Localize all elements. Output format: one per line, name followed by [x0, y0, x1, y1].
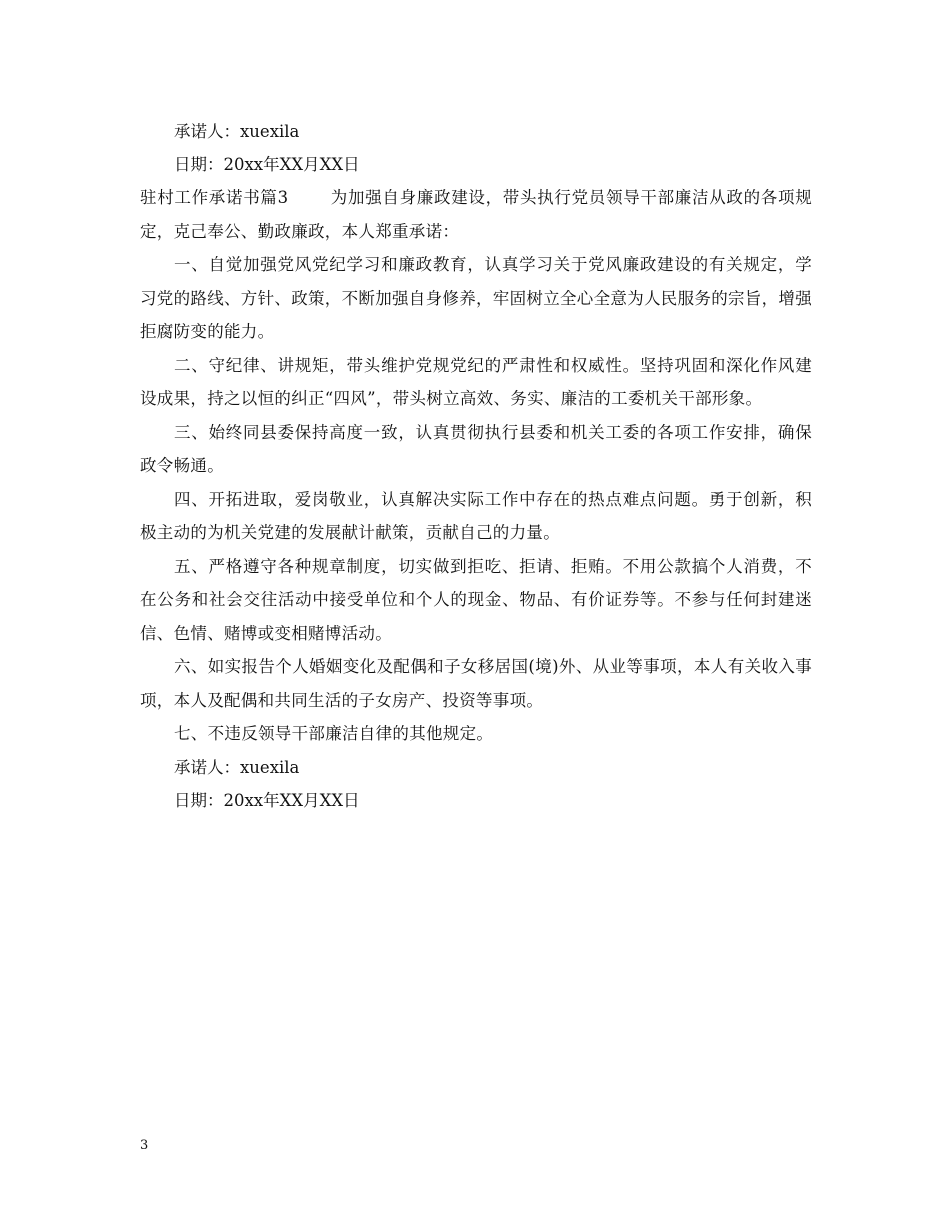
- commitment-item-7: 七、不违反领导干部廉洁自律的其他规定。: [174, 724, 494, 743]
- commitment-item-6: 六、如实报告个人婚姻变化及配偶和子女移居国(境)外、从业等事项，本人有关收入事项，本人及配偶和共同生活的子女房产、投资等事项。: [140, 657, 812, 710]
- commitment-item-5: 五、严格遵守各种规章制度，切实做到拒吃、拒请、拒贿。不用公款搞个人消费，不在公务和社会交往活动中接受单位和个人的现金、物品、有价证券等。不参与任何封建迷信、色情、赌博或变相赌博活动。: [140, 556, 812, 643]
- section-intro: 为加强自身廉政建设，带头执行党员领导干部廉洁从政的各项规定，克己奉公、勤政廉政，本人郑重承诺：: [140, 188, 812, 241]
- section-heading: 驻村工作承诺书篇3: [140, 188, 289, 207]
- top-date-line: 日期：20xx年XX月XX日: [174, 155, 360, 174]
- commitment-item-3: 三、始终同县委保持高度一致，认真贯彻执行县委和机关工委的各项工作安排，确保政令畅通。: [140, 422, 812, 475]
- document-body: [140, 115, 812, 817]
- bottom-date-line: 日期：20xx年XX月XX日: [174, 790, 360, 810]
- commitment-item-2: 二、守纪律、讲规矩，带头维护党规党纪的严肃性和权威性。坚持巩固和深化作风建设成果，持之以恒的纠正“四风”，带头树立高效、务实、廉洁的工委机关干部形象。: [140, 355, 812, 408]
- section-intro-paragraph: [140, 181, 812, 248]
- commitment-item-1: 一、自觉加强党风党纪学习和廉政教育，认真学习关于党风廉政建设的有关规定，学习党的路线、方针、政策，不断加强自身修养，牢固树立全心全意为人民服务的宗旨，增强拒腐防变的能力。: [140, 255, 812, 341]
- top-signer-line: 承诺人：xuexila: [174, 122, 300, 141]
- page-number: 3: [140, 1138, 149, 1153]
- bottom-signer-line: 承诺人：xuexila: [174, 757, 300, 777]
- commitment-item-4: 四、开拓进取，爱岗敬业，认真解决实际工作中存在的热点难点问题。勇于创新，积极主动的为机关党建的发展献计献策，贡献自己的力量。: [140, 489, 812, 542]
